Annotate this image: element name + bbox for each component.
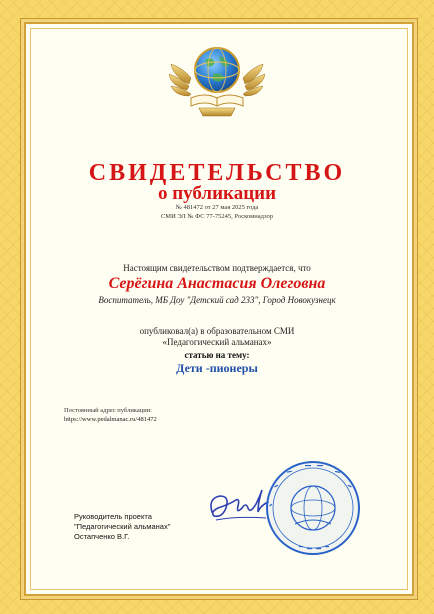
- round-stamp-icon: [263, 458, 363, 558]
- signer-project: "Педагогический альманах": [74, 522, 171, 531]
- globe-emblem-icon: [169, 36, 265, 122]
- topic-label: статью на тему:: [184, 350, 250, 360]
- address-url[interactable]: https://www.pedalmanac.ru/481472: [64, 416, 157, 423]
- certificate-number: № 481472 от 27 мая 2025 года: [175, 204, 259, 211]
- certificate-title: СВИДЕТЕЛЬСТВО: [88, 160, 346, 186]
- signer-name: Остапченко В.Г.: [74, 532, 130, 541]
- confirm-text: Настоящим свидетельством подтверждается, что: [123, 263, 311, 273]
- person-position: Воспитатель, МБ Доу "Детский сад 233", Город Новокузнецк: [98, 295, 336, 305]
- person-name: Серёгина Анастасия Олеговна: [108, 275, 326, 292]
- media-name: «Педагогический альманах»: [162, 337, 272, 347]
- published-text: опубликовал(а) в образовательном СМИ: [139, 326, 295, 336]
- media-registry-line: СМИ ЭЛ № ФС 77-75245, Роскомнадзор: [160, 213, 274, 220]
- signer-role: Руководитель проекта: [74, 512, 152, 521]
- address-label: Постоянный адрес публикации:: [64, 407, 152, 414]
- certificate-subtitle: о публикации: [157, 183, 277, 204]
- article-topic: Дети -пионеры: [176, 361, 258, 375]
